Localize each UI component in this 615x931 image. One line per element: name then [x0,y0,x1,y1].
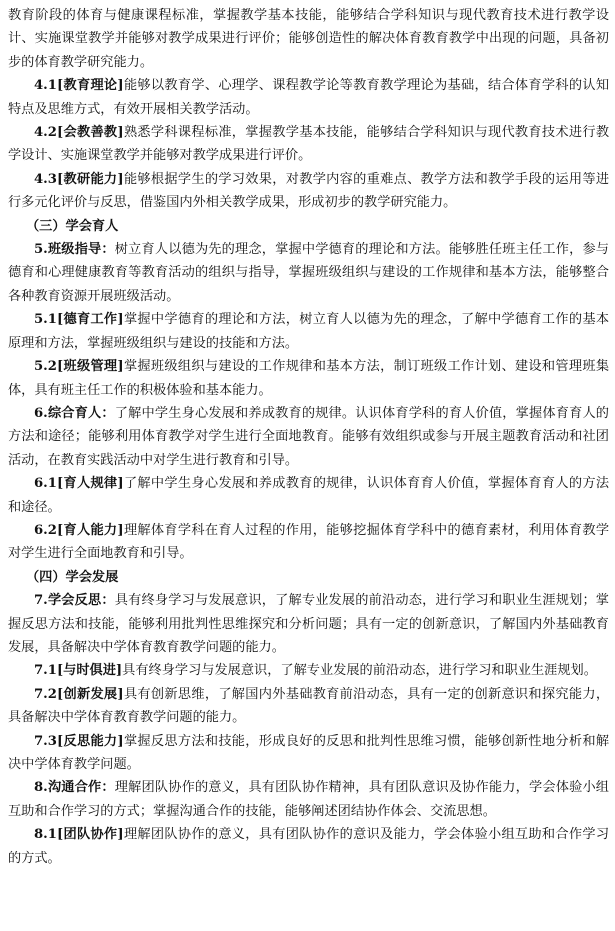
paragraph-6-1: 6.1[育人规律]了解中学生身心发展和养成教育的规律，认识体育育人价值，掌握体育育人的方法和途径。 [8,476,610,515]
paragraph-7-1: 7.1[与时俱进]具有终身学习与发展意识，了解专业发展的前沿动态，进行学习和职业生涯规划。 [34,663,597,679]
section-heading-3: （三）学会育人 [26,218,119,234]
paragraph-4-3: 4.3[教研能力]能够根据学生的学习效果，对教学内容的重难点、教学方法和教学手段的运用等进行多元化评价与反思，借鉴国内外相关教学成果，形成初步的教学研究能力。 [8,171,610,211]
paragraph-5-2: 5.2[班级管理]掌握班级组织与建设的工作规律和基本方法，制订班级工作计划、建设和管理班集体，具有班主任工作的积极体验和基本能力。 [8,359,610,398]
paragraph-intro: 教育阶段的体育与健康课程标准，掌握教学基本技能，能够结合学科知识与现代教育技术进行教学设计、实施课堂教学并能够对教学成果进行评价；能够创造性的解决体育教育教学中出现的问题，具备初步的体育教学研究能力。 [8,8,609,70]
paragraph-7: 7.学会反思：具有终身学习与发展意识，了解专业发展的前沿动态，进行学习和职业生涯规划；掌握反思方法和技能，能够利用批判性思维探究和分析问题；具有一定的创新意识，了解国内外基础教育发展，具备解决中学体育教育教学问题的能力。 [8,593,609,655]
section-heading-4: （四）学会发展 [26,569,119,585]
paragraph-8-1: 8.1[团队协作]理解团队协作的意义，具有团队协作的意识及能力，学会体验小组互助和合作学习的方式。 [8,827,610,866]
paragraph-7-2: 7.2[创新发展]具有创新思维，了解国内外基础教育前沿动态，具有一定的创新意识和探究能力，具备解决中学体育教育教学问题的能力。 [8,686,610,726]
paragraph-8: 8.沟通合作：理解团队协作的意义，具有团队协作精神，具有团队意识及协作能力，学会体验小组互助和合作学习的方式；掌握沟通合作的技能，能够阐述团结协作体会、交流思想。 [8,780,609,819]
paragraph-4-1: 4.1[教育理论]能够以教育学、心理学、课程教学论等教育教学理论为基础，结合体育学科的认知特点及思维方式，有效开展相关教学活动。 [8,78,610,117]
paragraph-5-1: 5.1[德育工作]掌握中学德育的理论和方法，树立育人以德为先的理念，了解中学德育工作的基本原理和方法，掌握班级组织与建设的技能和方法。 [8,312,610,351]
paragraph-4-2: 4.2[会教善教]熟悉学科课程标准，掌握教学基本技能，能够结合学科知识与现代教育技术进行教学设计、实施课堂教学并能够对教学成果进行评价。 [8,125,610,164]
paragraph-6-2: 6.2[育人能力]理解体育学科在育人过程的作用，能够挖掘体育学科中的德育素材，利用体育教学对学生进行全面地教育和引导。 [8,522,610,562]
paragraph-7-3: 7.3[反思能力]掌握反思方法和技能，形成良好的反思和批判性思维习惯，能够创新性地分析和解决中学体育教学问题。 [8,733,610,772]
paragraph-6: 6.综合育人：了解中学生身心发展和养成教育的规律。认识体育学科的育人价值，掌握体育育人的方法和途径；能够利用体育教学对学生进行全面地教育。能够有效组织或参与开展主题教育活动和社团活动，在教育实践活动中对学生进行教育和引导。 [8,405,609,468]
paragraph-5: 5.班级指导：树立育人以德为先的理念，掌握中学德育的理论和方法。能够胜任班主任工作，参与德育和心理健康教育等教育活动的组织与指导，掌握班级组织与建设的工作规律和基本方法，能够整合各种教育资源开展班级活动。 [8,242,609,304]
